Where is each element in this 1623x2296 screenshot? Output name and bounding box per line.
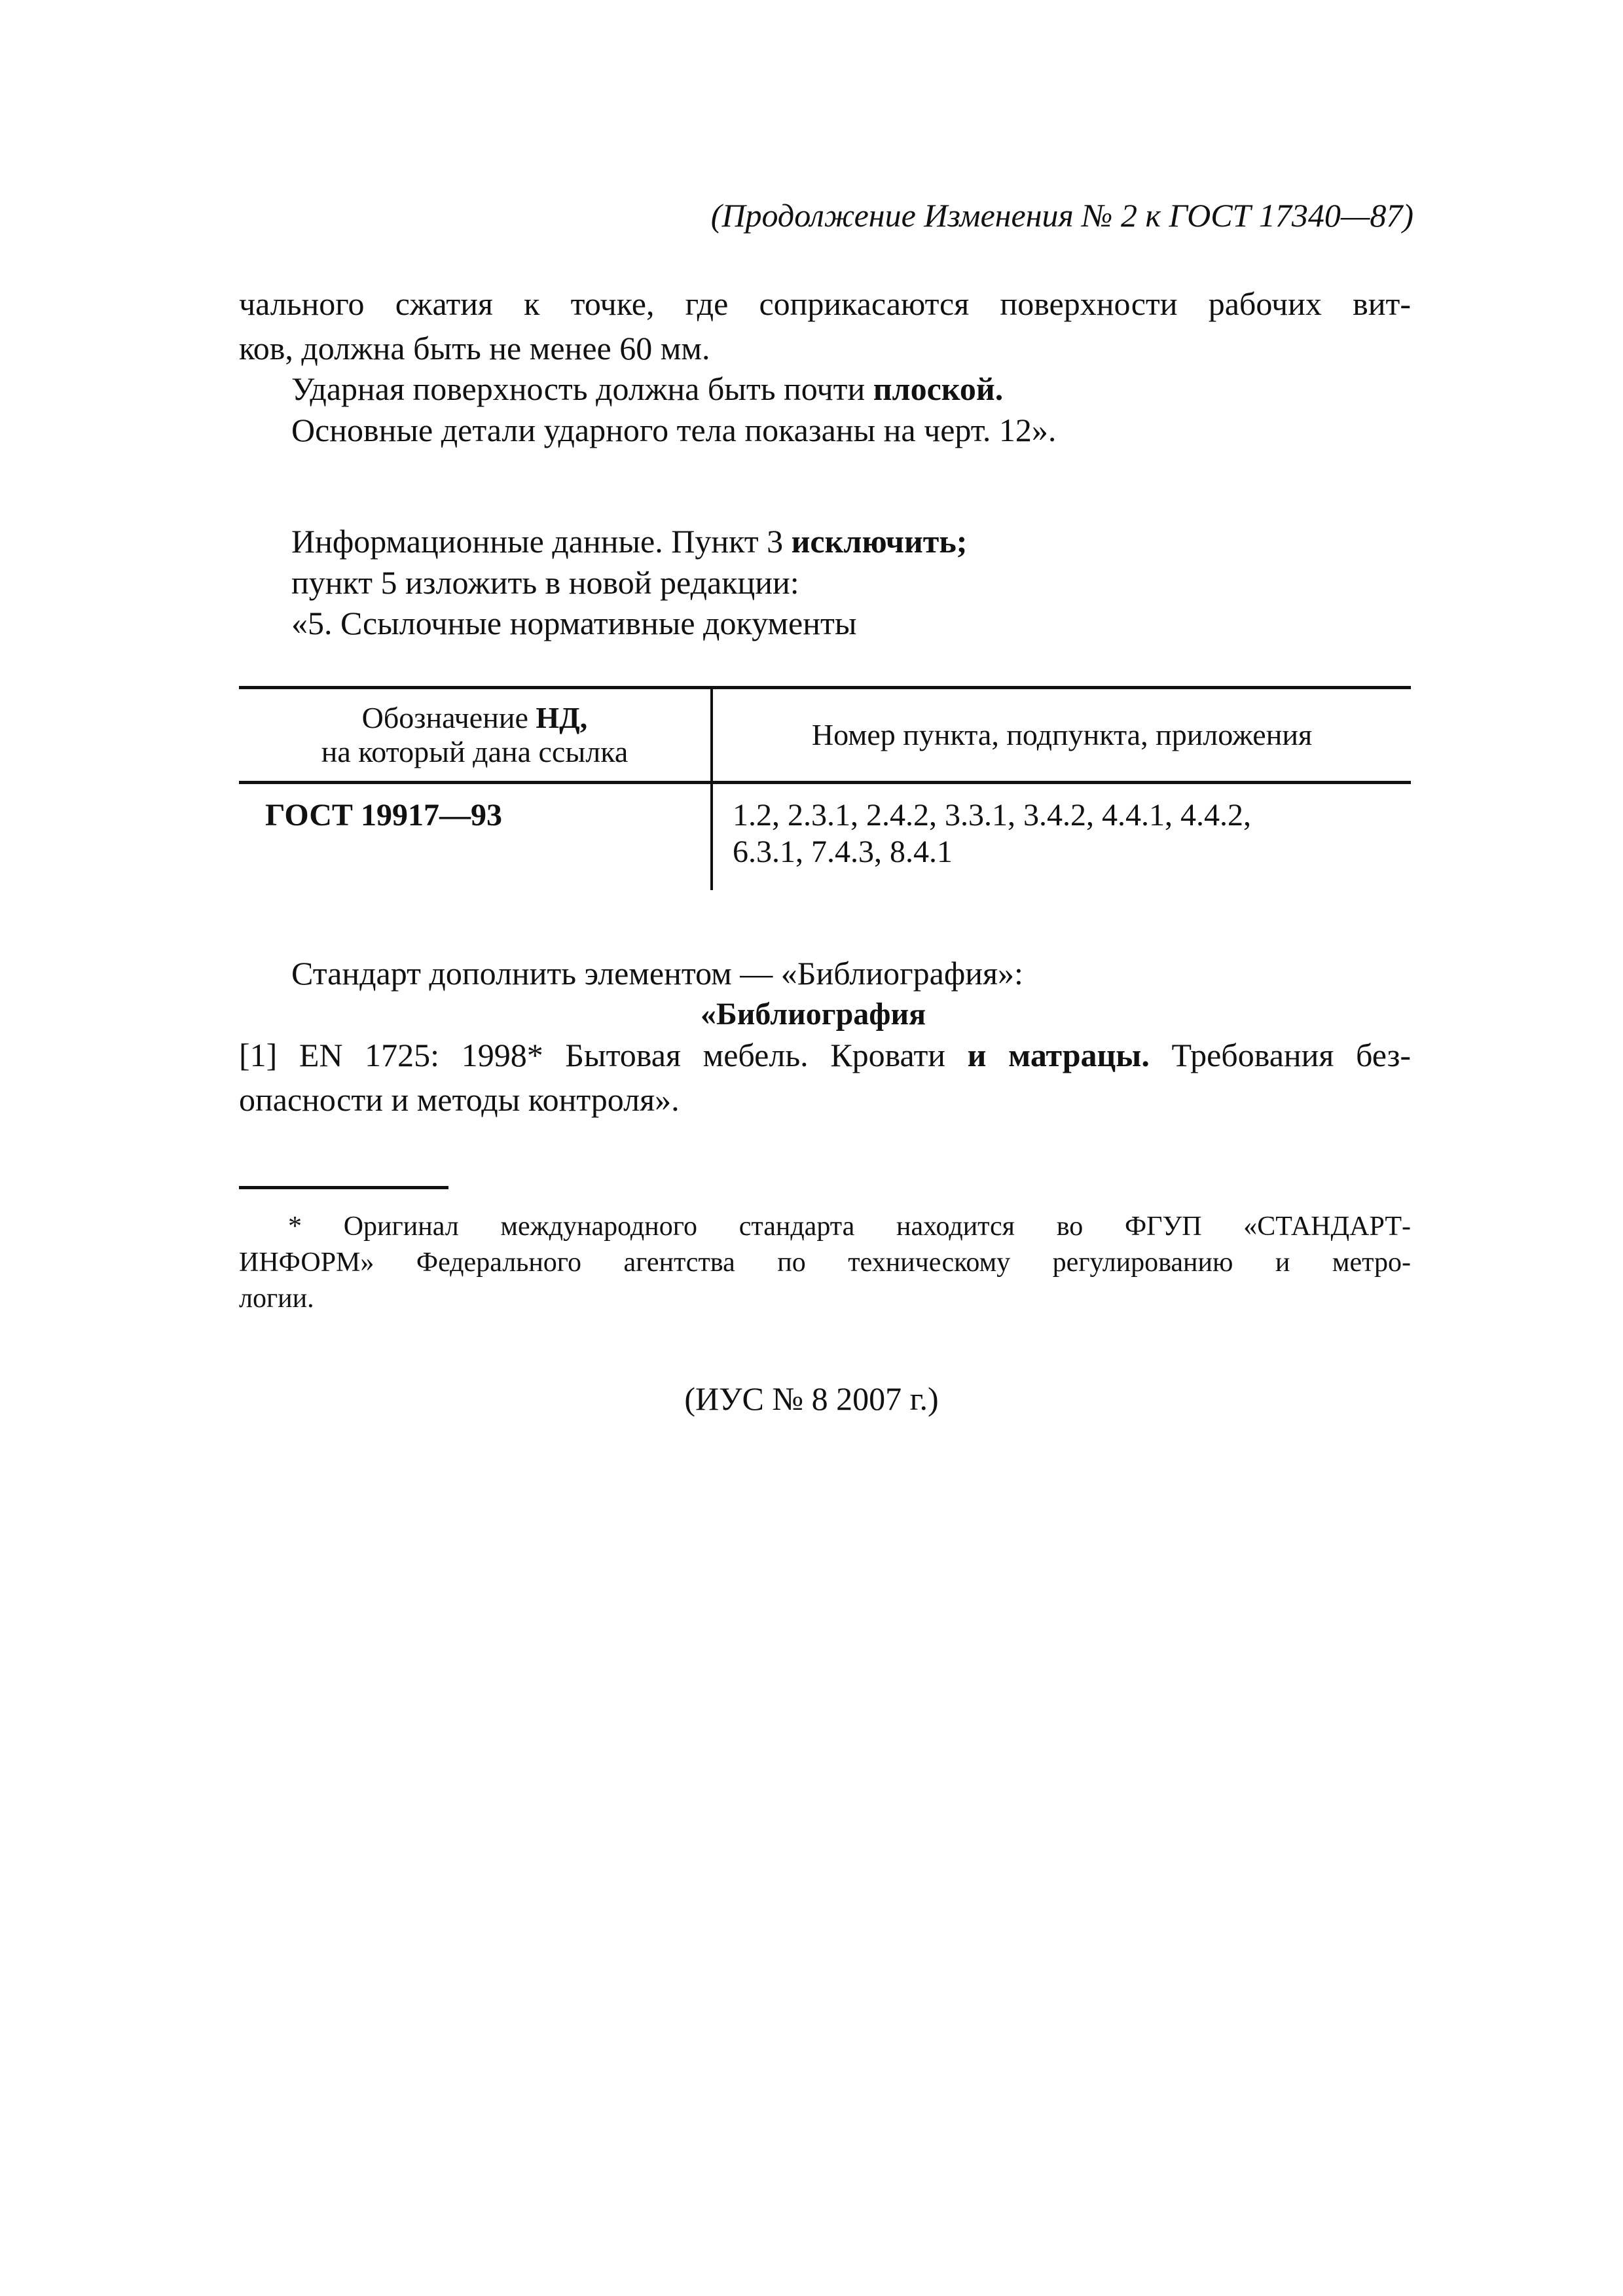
info-line bbox=[291, 520, 967, 562]
clauses-line: 1.2, 2.3.1, 2.4.2, 3.3.1, 3.4.2, 4.4.1, 4.4.2, bbox=[733, 798, 1251, 833]
reference-table bbox=[239, 686, 1411, 890]
paragraph-line: ков, должна быть не менее 60 мм. bbox=[239, 330, 710, 367]
header-bold-text: НД, bbox=[536, 701, 588, 734]
reference-table-grid bbox=[239, 686, 1411, 890]
bibliography-entry-line: опасности и методы контроля». bbox=[239, 1081, 680, 1118]
header-text: на который дана ссылка bbox=[321, 735, 629, 768]
ius-reference: (ИУС № 8 2007 г.) bbox=[684, 1380, 939, 1417]
bibliography-heading: «Библиография bbox=[701, 997, 926, 1031]
clauses-line: 6.3.1, 7.4.3, 8.4.1 bbox=[733, 834, 953, 869]
info-line: пункт 5 изложить в новой редакции: bbox=[291, 564, 799, 601]
footnote-rule bbox=[239, 1186, 448, 1189]
text-span: Информационные данные. Пункт 3 bbox=[291, 523, 792, 560]
page-header-continuation: (Продолжение Изменения № 2 к ГОСТ 17340—87) bbox=[710, 197, 1413, 234]
bibliography-intro: Стандарт дополнить элементом — «Библиография»: bbox=[291, 955, 1023, 992]
text-span: Ударная поверхность должна быть почти bbox=[291, 370, 873, 407]
bold-text-span: исключить; bbox=[791, 523, 968, 560]
text-span: Требования без- bbox=[1149, 1037, 1412, 1073]
header-document-designation bbox=[239, 688, 712, 783]
bold-text-span: и матрацы. bbox=[967, 1037, 1150, 1073]
cell-clauses bbox=[712, 783, 1411, 891]
footnote-line: ИНФОРМ» Федерального агентства по техническому регулированию и метро- bbox=[239, 1247, 1411, 1278]
footnote-line: логии. bbox=[239, 1283, 314, 1314]
bold-text-span: плоской. bbox=[873, 370, 1004, 407]
cell-document: ГОСТ 19917—93 bbox=[239, 783, 712, 891]
table-header-row bbox=[239, 688, 1411, 783]
paragraph-line: Основные детали ударного тела показаны на черт. 12». bbox=[291, 412, 1057, 448]
header-text: Обозначение bbox=[361, 701, 536, 734]
table-row bbox=[239, 783, 1411, 891]
header-clause-numbers: Номер пункта, подпункта, приложения bbox=[811, 718, 1313, 751]
info-line: «5. Ссылочные нормативные документы bbox=[291, 605, 857, 641]
paragraph-line bbox=[291, 368, 1003, 410]
text-span: [1] EN 1725: 1998* Бытовая мебель. Кровати bbox=[239, 1037, 968, 1073]
bibliography-entry-line bbox=[239, 1036, 1411, 1074]
footnote-line: * Оригинал международного стандарта находится во ФГУП «СТАНДАРТ- bbox=[288, 1211, 1411, 1242]
paragraph-line: чального сжатия к точке, где соприкасаются поверхности рабочих вит- bbox=[239, 285, 1411, 322]
